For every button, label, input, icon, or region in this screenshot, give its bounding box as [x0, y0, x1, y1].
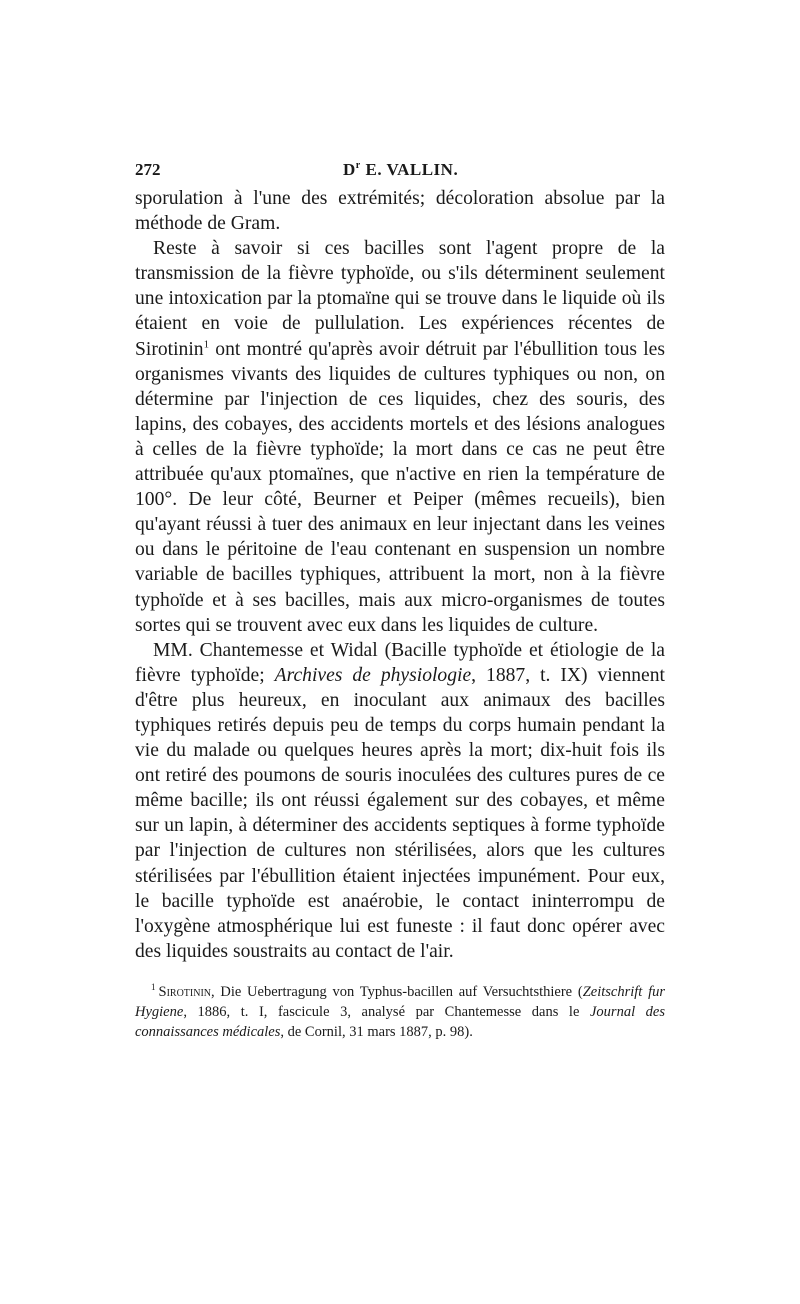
footnote-journal-1: Zeitschrift fur Hygiene — [135, 983, 665, 1020]
paragraph-2-part-b: ont montré qu'après avoir détruit par l'ébullition tous les organismes vivants des liquides de cultures typhiques ou non, on détermine par l'injection de ces liquides, chez des souris, des lapins, des cobayes, des accidents mortels et des lésions analogues à celles de la fièvre typhoïde; la mort dans ce cas ne peut être attribuée qu'aux ptomaïnes, que n'active en rien la température de 100°. De leur côté, Beurner et Peiper (mêmes recueils), bien qu'ayant réussi à tuer des animaux en leur injectant dans les veines ou dans le péritoine de l'eau contenant en suspension un nombre variable de bacilles typhiques, attribuent la mort, non à la fièvre typhoïde et à ses bacilles, mais aux micro-organismes de toutes sortes qui se trouvent avec eux dans les liquides de culture. — [135, 338, 665, 636]
book-page — [135, 160, 665, 1042]
footnote-text-b: , 1886, t. I, fascicule 3, analysé par Chantemesse dans le — [183, 1003, 590, 1020]
author-name: E. VALLIN. — [365, 160, 459, 179]
paragraph-2-part-a: Reste à savoir si ces bacilles sont l'agent propre de la transmission de la fièvre typhoïde, ou s'ils déterminent seulement une intoxication par la ptomaïne qui se trouve dans le liquide où ils étaient en voie de pullulation. Les expériences récentes de Sirotinin — [135, 238, 665, 360]
footnote-mark: 1 — [151, 982, 156, 993]
author-prefix: D — [343, 160, 356, 179]
footnote-1 — [135, 982, 665, 1042]
paragraph-3-part-b: , 1887, t. IX) viennent d'être plus heureux, en inoculant aux animaux des bacilles typhiques retirés depuis peu de temps du corps humain pendant la vie du malade ou quelques heures après la mort; dix-huit fois ils ont retiré des poumons de souris inoculées des cultures pures de ce même bacille; ils ont réussi également sur des cobayes, et même sur un lapin, à déterminer des accidents septiques à forme typhoïde par l'injection de cultures non stérilisées, alors que les cultures stérilisées par l'ébullition étaient injectées impunément. Pour eux, le bacille typhoïde est anaérobie, le contact ininterrompu de l'oxygène atmosphérique lui est funeste : il faut donc opérer avec des liquides soustraits au contact de l'air. — [135, 664, 665, 962]
footnote-reference: 1 — [203, 338, 210, 351]
footnotes — [135, 982, 665, 1042]
journal-title: Archives de physiologie — [274, 664, 472, 686]
body-text — [135, 186, 665, 964]
paragraph-3 — [135, 638, 665, 964]
running-header — [135, 160, 665, 186]
footnote-journal-2: Journal des connaissances médicales — [135, 1003, 665, 1040]
footnote-text-c: , de Cornil, 31 mars 1887, p. 98). — [280, 1023, 473, 1040]
paragraph-3-part-a: MM. Chantemesse et Widal (Bacille typhoïde et étiologie de la fièvre typhoïde; — [135, 639, 665, 686]
paragraph-1: sporulation à l'une des extrémités; décoloration absolue par la méthode de Gram. — [135, 188, 665, 235]
footnote-author: Sirotinin — [158, 983, 211, 1000]
running-title — [343, 160, 458, 180]
footnote-text-a: , Die Uebertragung von Typhus-bacillen auf Versuchtsthiere ( — [211, 983, 583, 1000]
paragraph-2 — [135, 236, 665, 638]
author-prefix-sup: r — [355, 160, 361, 171]
page-number: 272 — [135, 160, 161, 179]
